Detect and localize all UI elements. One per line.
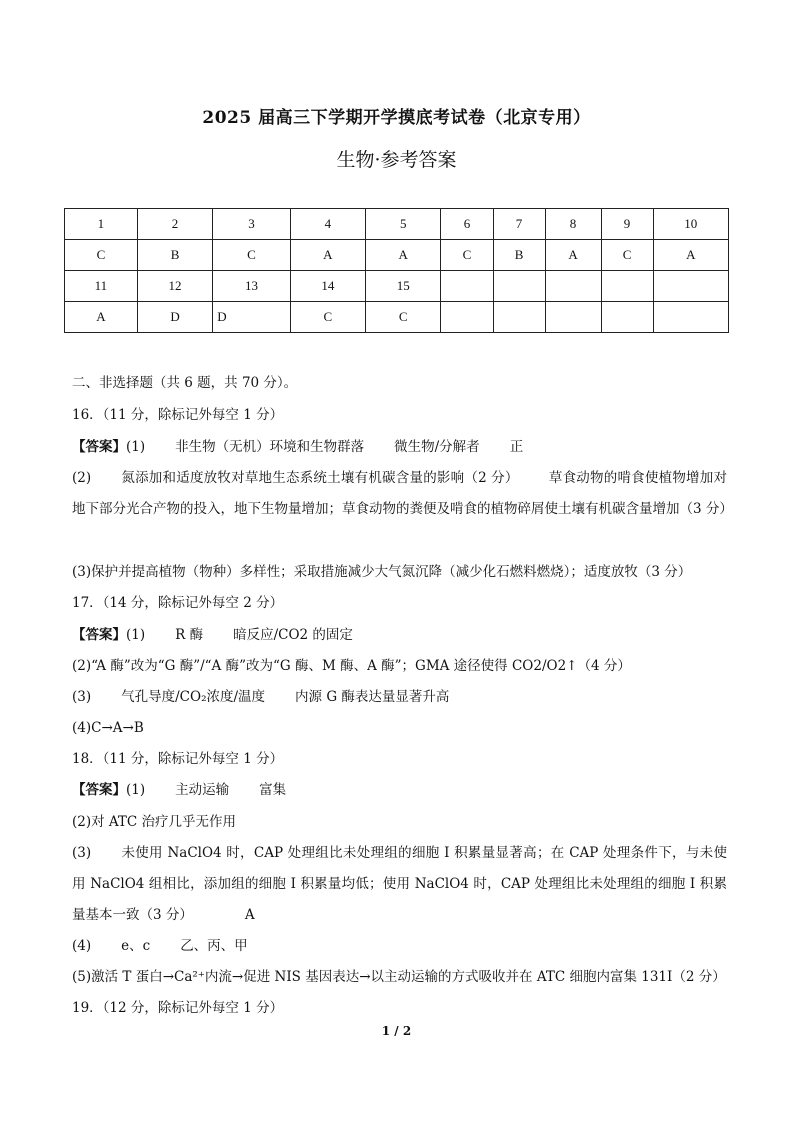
- answer-text: 非生物（无机）环境和生物群落: [175, 439, 365, 455]
- q17-part1: [72, 625, 732, 645]
- answer-text: 暗反应/CO2 的固定: [233, 627, 353, 643]
- q18-part3: [72, 838, 727, 931]
- answer-text: 乙、丙、甲: [180, 938, 248, 954]
- table-cell: 8: [545, 209, 601, 240]
- table-cell: 2: [137, 209, 212, 240]
- table-cell: [653, 271, 728, 302]
- q17-part3: [72, 687, 732, 707]
- answer-table: [64, 208, 729, 333]
- q16-header: 16．（11 分，除标记外每空 1 分）: [72, 407, 284, 423]
- table-cell: [545, 302, 601, 333]
- table-cell: 1: [65, 209, 138, 240]
- q16-part3: (3)保护并提高植物（物种）多样性；采取措施减少大气氮沉降（减少化石燃料燃烧）；适度放牧（3 分）: [72, 564, 692, 580]
- q17-part2: (2)“A 酶”改为“G 酶”/“A 酶”改为“G 酶、M 酶、A 酶”；GMA 途径使得 CO2/O2↑（4 分）: [72, 658, 631, 674]
- answer-label: 【答案】: [72, 782, 126, 798]
- table-cell: [493, 271, 545, 302]
- table-cell: [601, 302, 653, 333]
- table-cell: C: [441, 240, 493, 271]
- part-number: (3): [72, 845, 92, 861]
- table-cell: [601, 271, 653, 302]
- part-number: (2): [72, 470, 92, 486]
- answer-text: 主动运输: [175, 782, 230, 798]
- q16-part2: [72, 463, 733, 525]
- answer-text: 草食动物的啃食使植物增加对地下部分光合产物的投入，地下生物量增加；草食动物的粪便及啃食的植物碎屑使土壤有机碳含量增加（3 分）: [72, 470, 733, 517]
- table-cell: C: [366, 302, 441, 333]
- table-row-answers-1: [65, 240, 729, 271]
- answer-label: 【答案】: [72, 627, 126, 643]
- answer-text: 内源 G 酶表达量显著升高: [295, 689, 450, 705]
- q16-part1: [72, 437, 732, 457]
- table-row-answers-2: [65, 302, 729, 333]
- table-cell: 10: [653, 209, 728, 240]
- table-cell: [653, 302, 728, 333]
- table-cell: 6: [441, 209, 493, 240]
- answer-text: 正: [509, 439, 524, 455]
- table-cell: D: [137, 302, 212, 333]
- q18-part2: (2)对 ATC 治疗几乎无作用: [72, 814, 237, 830]
- q18-part1: [72, 780, 732, 800]
- table-cell: 4: [290, 209, 365, 240]
- table-cell: 12: [137, 271, 212, 302]
- answer-text: 富集: [259, 782, 287, 798]
- table-cell: [441, 271, 493, 302]
- table-cell: 14: [290, 271, 365, 302]
- answer-text: e、c: [121, 938, 151, 954]
- table-cell: 9: [601, 209, 653, 240]
- table-cell: [545, 271, 601, 302]
- table-cell: [441, 302, 493, 333]
- part-number: (1): [126, 439, 146, 455]
- answer-text: 微生物/分解者: [394, 439, 480, 455]
- section-heading: 二、非选择题（共 6 题，共 70 分）。: [72, 375, 298, 391]
- q19-header: 19．（12 分，除标记外每空 1 分）: [72, 1000, 284, 1016]
- table-cell: C: [290, 302, 365, 333]
- part-number: (1): [126, 627, 146, 643]
- table-cell: C: [601, 240, 653, 271]
- answer-label: 【答案】: [72, 439, 126, 455]
- table-cell: D: [213, 302, 290, 333]
- table-cell: 11: [65, 271, 138, 302]
- document-title: 2025 届高三下学期开学摸底考试卷（北京专用）: [202, 108, 591, 128]
- part-number: (1): [126, 782, 146, 798]
- table-cell: 7: [493, 209, 545, 240]
- table-row-numbers-2: [65, 271, 729, 302]
- table-cell: C: [213, 240, 290, 271]
- page-number: 1 / 2: [381, 1024, 412, 1038]
- table-cell: 15: [366, 271, 441, 302]
- table-cell: A: [366, 240, 441, 271]
- q17-part4: (4)C→A→B: [72, 720, 144, 736]
- answer-text: 氮添加和适度放牧对草地生态系统土壤有机碳含量的影响（2 分）: [121, 470, 519, 486]
- table-cell: A: [290, 240, 365, 271]
- table-cell: 5: [366, 209, 441, 240]
- q18-header: 18．（11 分，除标记外每空 1 分）: [72, 751, 284, 767]
- table-cell: B: [137, 240, 212, 271]
- part-number: (4): [72, 938, 92, 954]
- answer-text: 气孔导度/CO₂浓度/温度: [121, 689, 266, 705]
- table-cell: A: [65, 302, 138, 333]
- answer-text: A: [244, 907, 255, 923]
- table-cell: A: [545, 240, 601, 271]
- table-cell: 3: [213, 209, 290, 240]
- table-cell: B: [493, 240, 545, 271]
- table-cell: C: [65, 240, 138, 271]
- table-row-numbers-1: [65, 209, 729, 240]
- table-cell: A: [653, 240, 728, 271]
- answer-text: 未使用 NaClO4 时，CAP 处理组比未处理组的细胞 I 积累量显著高；在 CAP 处理条件下，与未使用 NaClO4 组相比，添加组的细胞 I 积累量均低；使用 NaClO4 时，CAP 处理组比未处理组的细胞 I 积累量基本一致（3 分）: [72, 845, 727, 923]
- document-subtitle: 生物·参考答案: [336, 149, 457, 171]
- part-number: (3): [72, 689, 92, 705]
- q17-header: 17．（14 分，除标记外每空 2 分）: [72, 595, 284, 611]
- table-cell: 13: [213, 271, 290, 302]
- q18-part4: [72, 936, 732, 956]
- q18-part5: (5)激活 T 蛋白→Ca²⁺内流→促进 NIS 基因表达→以主动运输的方式吸收并在 ATC 细胞内富集 131I（2 分）: [72, 969, 726, 985]
- table-cell: [493, 302, 545, 333]
- answer-text: R 酶: [175, 627, 204, 643]
